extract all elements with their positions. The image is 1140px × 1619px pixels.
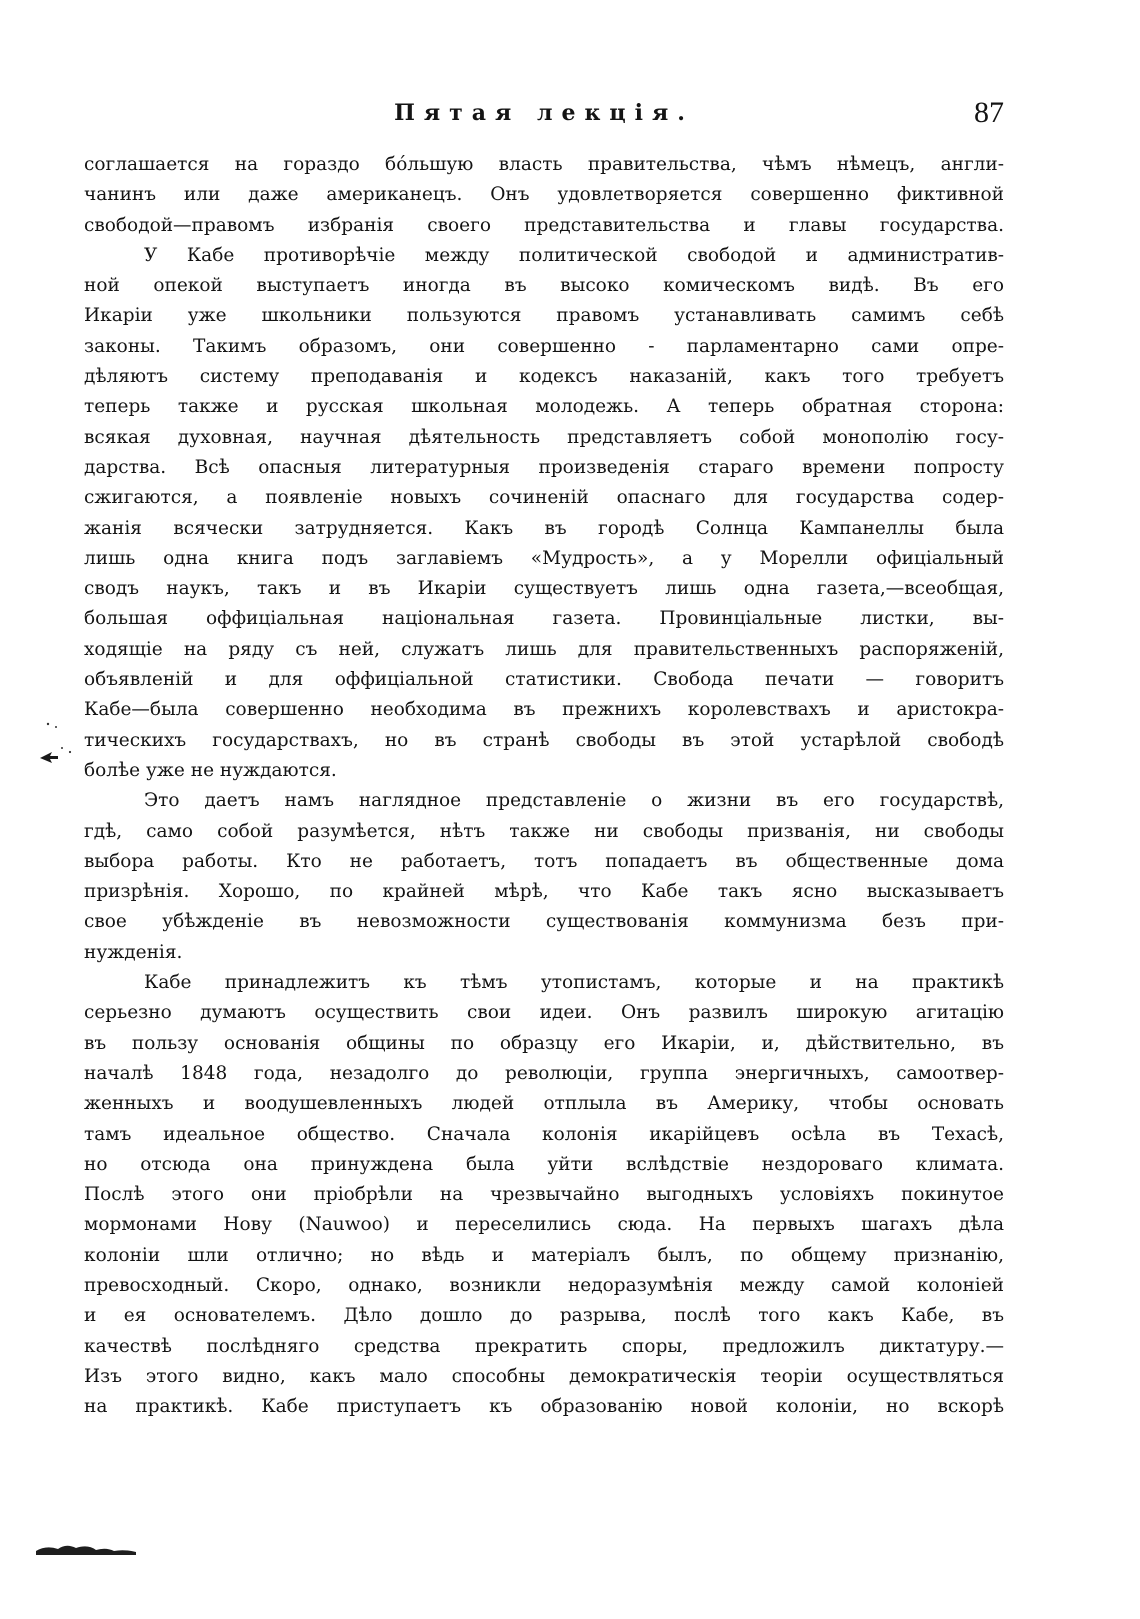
text-line: началѣ 1848 года, незадолго до революціи, группа энергичныхъ, самоотвер- [84, 1062, 1004, 1084]
text-line: объявленій и для оффиціальной статистики. Свобода печати — говоритъ [84, 669, 1004, 691]
text-line: ходящіе на ряду съ ней, служатъ лишь для правительственныхъ распоряженій, [84, 638, 1004, 660]
text-line: Послѣ этого они пріобрѣли на чрезвычайно выгодныхъ условіяхъ покинутое [84, 1184, 1004, 1206]
text-line: большая оффиціальная національная газета. Провинціальные листки, вы- [84, 608, 1004, 630]
text-line: выбора работы. Кто не работаетъ, тотъ попадаетъ въ общественные дома [84, 850, 1004, 872]
text-line: нужденія. [84, 941, 183, 963]
text-line: дѣляютъ систему преподаванія и кодексъ наказаній, какъ того требуетъ [84, 366, 1004, 388]
text-line: тамъ идеальное общество. Сначала колонія икарійцевъ осѣла въ Техасѣ, [84, 1123, 1004, 1145]
text-line: лишь одна книга подъ заглавіемъ «Мудрость», а у Морелли офиціальный [84, 547, 1004, 569]
scan-smudge-mark [36, 1541, 136, 1555]
text-line: чанинъ или даже американецъ. Онъ удовлетворяется совершенно фиктивной [84, 184, 1004, 206]
text-line: превосходный. Скоро, однако, возникли недоразумѣнія между самой колоніей [84, 1274, 1004, 1296]
paragraph [84, 150, 1004, 241]
text-line: сжигаются, а появленіе новыхъ сочиненій опаснаго для государства содер- [84, 487, 1004, 509]
text-line: Изъ этого видно, какъ мало способны демократическія теоріи осуществляться [84, 1365, 1004, 1387]
text-line: и ея основателемъ. Дѣло дошло до разрыва, послѣ того какъ Кабе, въ [84, 1305, 1004, 1327]
margin-arrow-mark [38, 748, 62, 764]
text-line: свое убѣжденіе въ невозможности существованія коммунизма безъ при- [84, 911, 1004, 933]
text-line: Кабе принадлежитъ къ тѣмъ утопистамъ, которые и на практикѣ [144, 972, 1004, 994]
text-line: соглашается на гораздо бо́льшую власть правительства, чѣмъ нѣмецъ, англи- [84, 154, 1004, 175]
text-line: сводъ наукъ, такъ и въ Икаріи существуетъ лишь одна газета,—всеобщая, [84, 578, 1004, 600]
text-line: гдѣ, само собой разумѣется, нѣтъ также ни свободы призванія, ни свободы [84, 820, 1004, 842]
text-line: на практикѣ. Кабе приступаетъ къ образованію новой колоніи, но вскорѣ [84, 1396, 1004, 1418]
text-line: мормонами Нову (Nauwoo) и переселились сюда. На первыхъ шагахъ дѣла [84, 1214, 1004, 1236]
text-line: въ пользу основанія общины по образцу его Икаріи, и, дѣйствительно, въ [84, 1032, 1004, 1054]
page-number: 87 [974, 96, 1004, 129]
text-line: У Кабе противорѣчіе между политической свободой и административ- [144, 244, 1004, 266]
paragraph [84, 241, 1004, 786]
text-line: серьезно думаютъ осуществить свои идеи. Онъ развилъ широкую агитацію [84, 1002, 1004, 1024]
text-line: Кабе—была совершенно необходима въ прежнихъ королевствахъ и аристокра- [84, 699, 1004, 721]
text-line: всякая духовная, научная дѣятельность представляетъ собой монополію госу- [84, 426, 1004, 448]
text-line: теперь также и русская школьная молодежь. А теперь обратная сторона: [84, 396, 1004, 418]
text-line: Это даетъ намъ наглядное представленіе о жизни въ его государствѣ, [144, 790, 1004, 812]
paragraph [84, 968, 1004, 1422]
text-line: дарства. Всѣ опасныя литературныя произведенія стараго времени попросту [84, 456, 1004, 478]
text-line: ной опекой выступаетъ иногда въ высоко комическомъ видѣ. Въ его [84, 275, 1004, 297]
page-header [84, 92, 1004, 134]
text-line: но отсюда она принуждена была уйти вслѣдствіе нездороваго климата. [84, 1153, 1004, 1175]
text-line: тическихъ государствахъ, но въ странѣ свободы въ этой устарѣлой свободѣ [84, 729, 1004, 751]
paragraph [84, 786, 1004, 968]
text-line: колоніи шли отлично; но вѣдь и матеріалъ былъ, по общему признанію, [84, 1244, 1004, 1266]
text-line: жанія всячески затрудняется. Какъ въ городѣ Солнца Кампанеллы была [84, 517, 1004, 539]
text-line: болѣе уже не нуждаются. [84, 759, 337, 781]
text-line: женныхъ и воодушевленныхъ людей отплыла въ Америку, чтобы основать [84, 1093, 1004, 1115]
text-line: Икаріи уже школьники пользуются правомъ устанавливать самимъ себѣ [84, 305, 1004, 327]
body-text [84, 150, 1004, 1422]
text-line: качествѣ послѣдняго средства прекратить споры, предложилъ диктатуру.— [84, 1335, 1004, 1357]
text-line: законы. Такимъ образомъ, они совершенно - парламентарно сами опре- [84, 335, 1004, 357]
text-line: призрѣнія. Хорошо, по крайней мѣрѣ, что Кабе такъ ясно высказываетъ [84, 881, 1004, 903]
running-head: Пятая лекція. [394, 100, 694, 126]
text-line: свободой—правомъ избранія своего представительства и главы государства. [84, 214, 1004, 236]
